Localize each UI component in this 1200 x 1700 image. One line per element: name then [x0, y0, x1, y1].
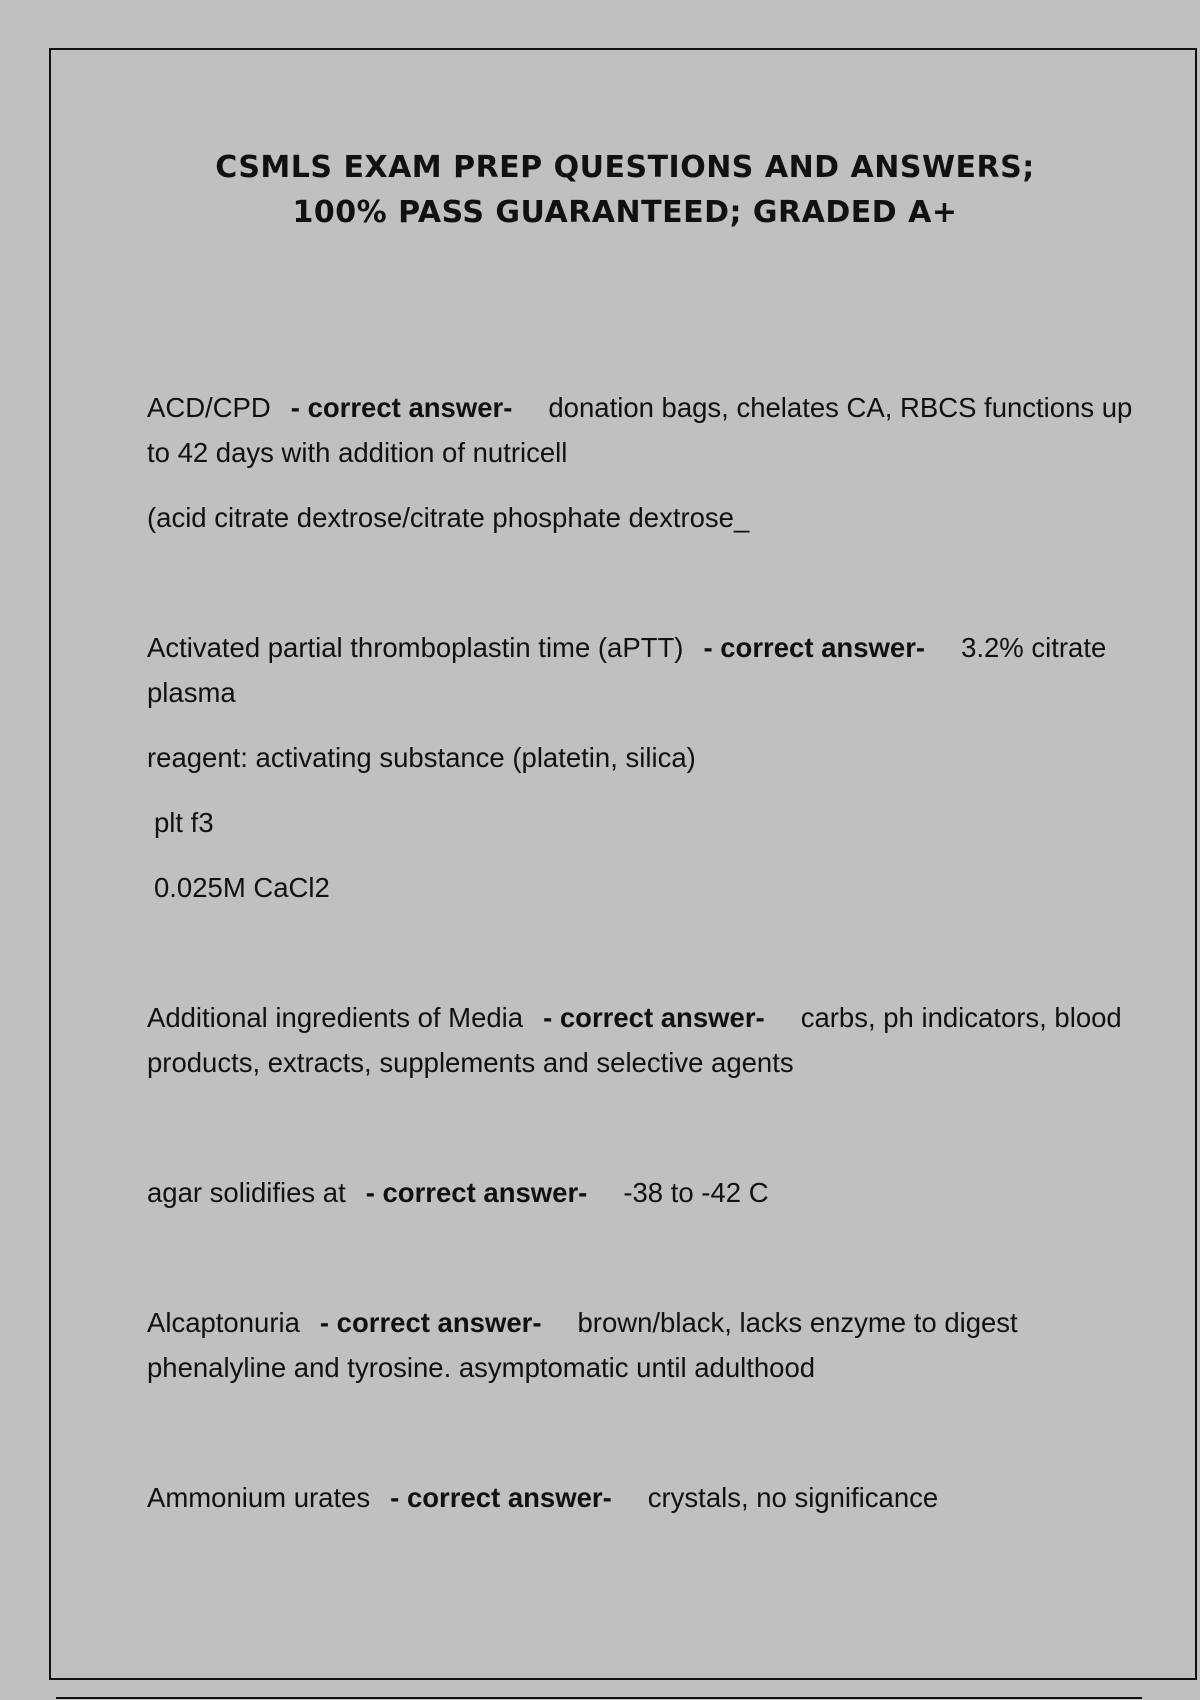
answer-text: -38 to -42 C: [623, 1177, 769, 1208]
answer-separator: - correct answer-: [365, 1177, 588, 1208]
question-text: agar solidifies at: [147, 1177, 346, 1208]
document-title: [51, 145, 1199, 235]
answer-text: carbs, ph indicators, blood products, extracts, supplements and selective agents: [147, 1002, 1122, 1078]
document-page: [49, 48, 1197, 1680]
answer-separator: - correct answer-: [703, 632, 926, 663]
question-text: Activated partial thromboplastin time (aPTT): [147, 632, 684, 663]
qa-list: [147, 385, 1137, 1540]
answer-text: donation bags, chelates CA, RBCS functions up to 42 days with addition of nutricell: [147, 392, 1133, 468]
question-text: Ammonium urates: [147, 1482, 371, 1513]
answer-text: brown/black, lacks enzyme to digest phenalyline and tyrosine. asymptomatic until adulthood: [147, 1307, 1018, 1383]
qa-entry: [147, 1475, 1137, 1520]
answer-separator: - correct answer-: [319, 1307, 542, 1338]
answer-text: crystals, no significance: [647, 1482, 939, 1513]
answer-separator: - correct answer-: [543, 1002, 765, 1033]
question-text: ACD/CPD: [147, 392, 271, 423]
answer-text: 3.2% citrate plasma: [147, 632, 1107, 708]
qa-entry: [147, 625, 1137, 715]
answer-separator: - correct answer-: [290, 392, 513, 423]
answer-note: (acid citrate dextrose/citrate phosphate dextrose_: [147, 502, 750, 533]
title-line-1: CSMLS EXAM PREP QUESTIONS AND ANSWERS;: [215, 150, 1035, 185]
qa-entry: [147, 1170, 1137, 1215]
qa-entry: [147, 385, 1137, 475]
title-line-2: 100% PASS GUARANTEED; GRADED A+: [292, 195, 958, 230]
answer-note: 0.025M CaCl2: [154, 872, 330, 903]
question-text: Additional ingredients of Media: [147, 1002, 524, 1033]
answer-note: reagent: activating substance (platetin, silica): [147, 742, 696, 773]
page-bottom-rule: [56, 1697, 1142, 1699]
qa-entry: [147, 995, 1137, 1085]
answer-separator: - correct answer-: [390, 1482, 612, 1513]
qa-entry: [147, 1300, 1137, 1390]
question-text: Alcaptonuria: [147, 1307, 300, 1338]
answer-note: plt f3: [154, 807, 214, 838]
